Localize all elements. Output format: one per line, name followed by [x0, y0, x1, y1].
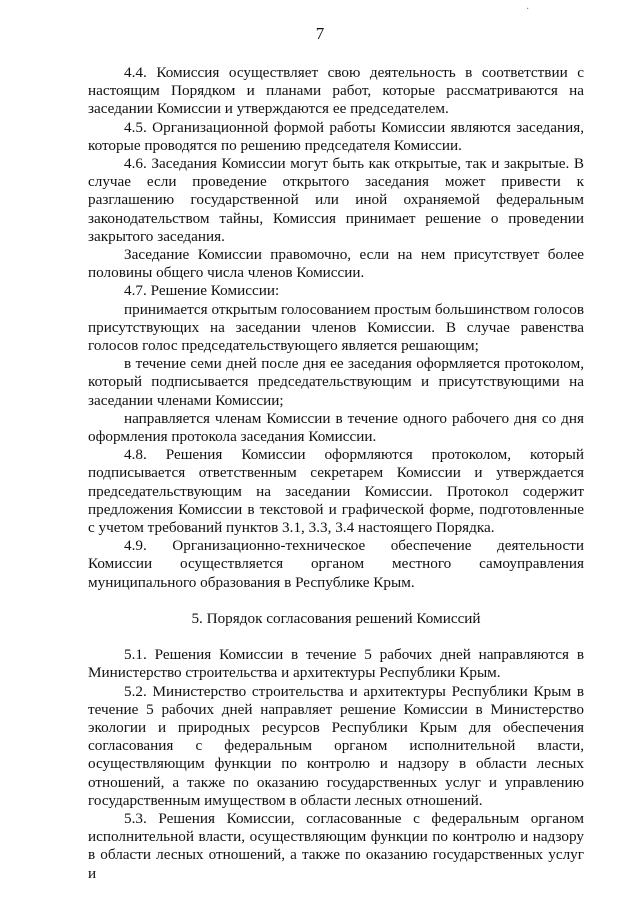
paragraph-4-7-distribution: направляется членам Комиссии в течение одного рабочего дня со дня оформления протокола заседания Комиссии. [88, 409, 584, 446]
paragraph-4-8: 4.8. Решения Комиссии оформляются протоколом, который подписывается ответственным секретарем Комиссии и утверждается председательствующим на заседании Комиссии. Протокол содержит предложения Комиссии в текстовой и графической форме, подготовленные с учетом требований пунктов 3.1, 3.3, 3.4 настоящего Порядка. [88, 446, 584, 537]
paragraph-4-5: 4.5. Организационной формой работы Комиссии являются заседания, которые проводятся по решению председателя Комиссии. [88, 118, 584, 154]
paragraph-quorum: Заседание Комиссии правомочно, если на нем присутствует более половины общего числа членов Комиссии. [88, 246, 584, 282]
paragraph-5-2: 5.2. Министерство строительства и архитектуры Республики Крым в течение 5 рабочих дней направляет решение Комиссии в Министерство экологии и природных ресурсов Республики Крым для обеспечения согласования с федеральным органом исполнительной власти, осуществляющим функции по контролю и надзору в области лесных отношений, а также по оказанию государственных услуг и управлению государственным имуществом в области лесных отношений. [88, 682, 584, 809]
paragraph-4-6: 4.6. Заседания Комиссии могут быть как открытые, так и закрытые. В случае если проведение открытого заседания может привести к разглашению государственной или иной охраняемой федеральным законодательством тайны, Комиссия принимает решение о проведении закрытого заседания. [88, 155, 584, 245]
page-number: 7 [315, 24, 325, 43]
paragraph-4-9: 4.9. Организационно-техническое обеспечение деятельности Комиссии осуществляется органом местного самоуправления муниципального образования в Республике Крым. [88, 537, 584, 591]
document-body [88, 64, 584, 883]
paragraph-5-1: 5.1. Решения Комиссии в течение 5 рабочих дней направляются в Министерство строительства и архитектуры Республики Крым. [88, 646, 584, 682]
paragraph-4-7-protocol: в течение семи дней после дня ее заседания оформляется протоколом, который подписывается председательствующим и присутствующими на заседании членами Комиссии; [88, 355, 584, 409]
paragraph-4-7-voting: принимается открытым голосованием простым большинством голосов присутствующих на заседании членов Комиссии. В случае равенства голосов голос председательствующего является решающим; [88, 300, 584, 355]
paragraph-5-3: 5.3. Решения Комиссии, согласованные с федеральным органом исполнительной власти, осуществляющим функции по контролю и надзору в области лесных отношений, а также по оказанию государственных услуг и [88, 809, 584, 882]
section-heading: 5. Порядок согласования решений Комиссий [191, 609, 481, 627]
corner-mark: · [526, 4, 530, 15]
paragraph-4-4: 4.4. Комиссия осуществляет свою деятельность в соответствии с настоящим Порядком и планами работ, которые рассматриваются на заседании Комиссии и утверждаются ее председателем. [88, 64, 584, 118]
paragraph-4-7: 4.7. Решение Комиссии: [124, 282, 280, 300]
